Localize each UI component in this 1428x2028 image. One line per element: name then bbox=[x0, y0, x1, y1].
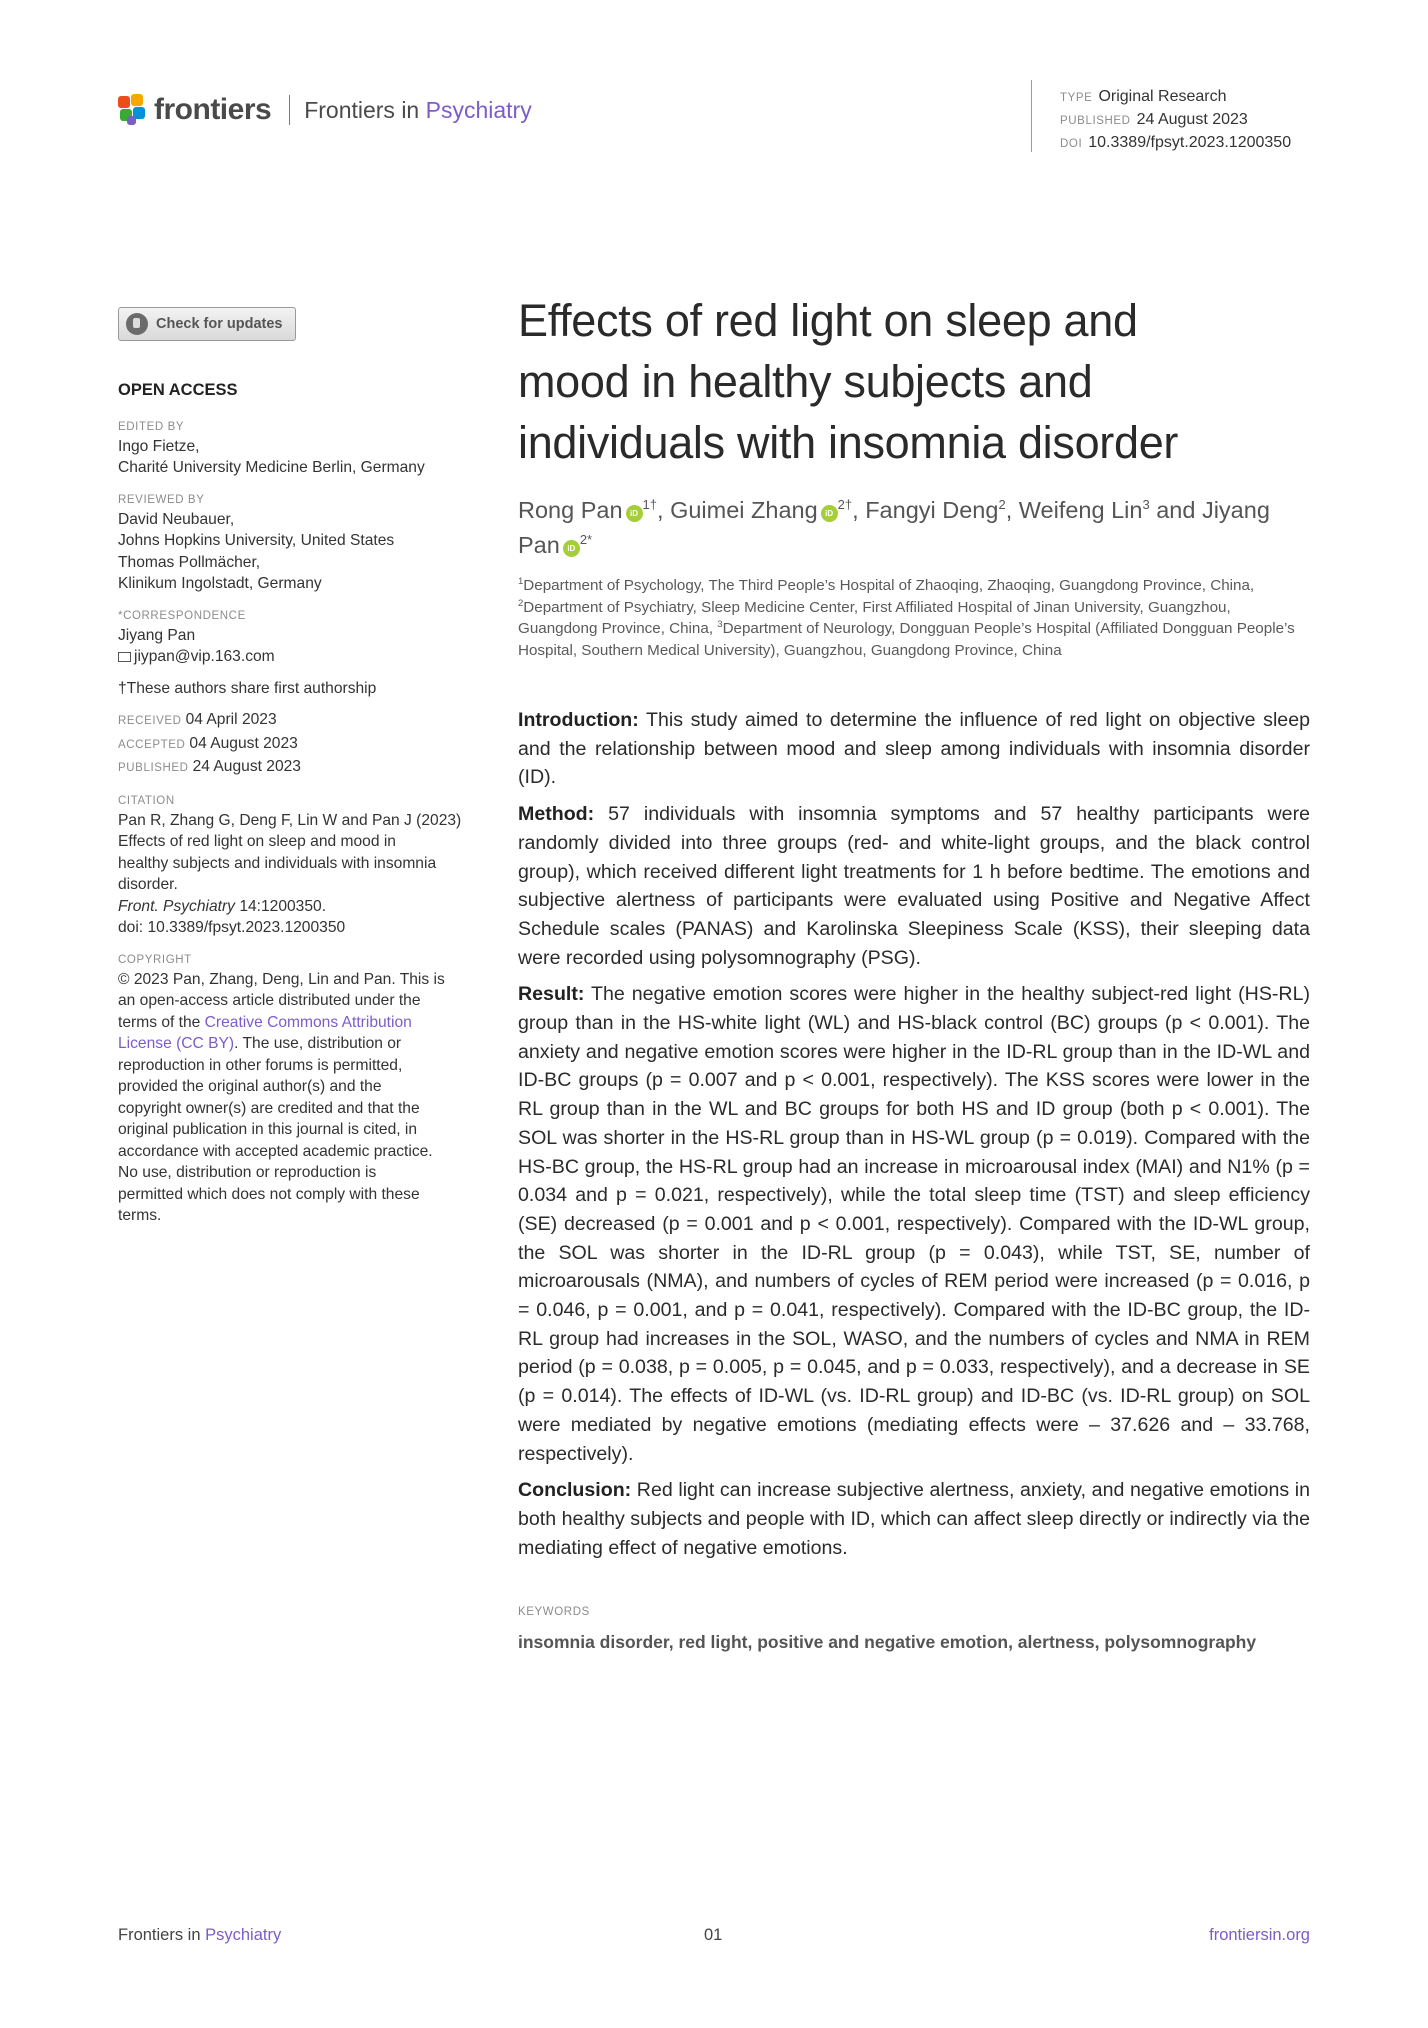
citation-line: Pan R, Zhang G, Deng F, Lin W and Pan J (2023) bbox=[118, 811, 462, 829]
correspondence-email-row bbox=[118, 646, 490, 668]
author-name: Fangyi Deng bbox=[865, 497, 999, 523]
abstract-body: 57 individuals with insomnia symptoms and 57 healthy participants were randomly divided into three groups (red- and white-light groups, and the black control group), which received different light treatments for 1 h before bedtime. The emotions and subjective alertness of participants were evaluated using Positive and Negative Affect Schedule scales (PANAS) and Karolinska Sleepiness Scale (KSS), their sleeping data were recorded using polysomnography (PSG). bbox=[518, 803, 1310, 969]
affiliation-text: Department of Neurology, Dongguan People’s Hospital (Affiliated Dongguan People’s Hospital, Southern Medical University), Guangzhou, Guangdong Province, China bbox=[518, 620, 1295, 659]
mail-icon bbox=[118, 652, 131, 662]
edited-by-label: EDITED BY bbox=[118, 420, 185, 433]
abstract bbox=[518, 706, 1310, 1562]
affiliation-number: 1 bbox=[518, 575, 524, 587]
affiliations bbox=[518, 575, 1310, 661]
copyright-line: original publication in this journal is cited, in bbox=[118, 1121, 418, 1138]
correspondence-label: *CORRESPONDENCE bbox=[118, 609, 246, 622]
citation-doi: doi: 10.3389/fpsyt.2023.1200350 bbox=[118, 919, 346, 936]
cc-by-license-link-2[interactable]: License (CC BY) bbox=[118, 1035, 235, 1052]
citation-label: CITATION bbox=[118, 794, 175, 807]
orcid-icon[interactable]: iD bbox=[626, 505, 643, 522]
meta-value: 24 August 2023 bbox=[1136, 111, 1248, 128]
first-authorship-note: †These authors share first authorship bbox=[118, 679, 377, 697]
meta-key: TYPE bbox=[1060, 92, 1093, 104]
abstract-heading: Method: bbox=[518, 803, 595, 826]
citation-line: Effects of red light on sleep and mood in bbox=[118, 833, 396, 850]
published-row: PUBLISHED 24 August 2023 bbox=[118, 758, 301, 775]
affiliation-text: Department of Psychology, The Third People’s Hospital of Zhaoqing, Zhaoqing, Guangdong Province, China, bbox=[523, 577, 1255, 594]
reviewed-by bbox=[118, 509, 490, 595]
bookmark-icon bbox=[126, 313, 148, 335]
author-separator: and bbox=[1149, 497, 1202, 523]
copyright-line: terms. bbox=[118, 1207, 162, 1224]
reviewer-line: Klinikum Ingolstadt, Germany bbox=[118, 575, 322, 592]
copyright-line: accordance with accepted academic practice. bbox=[118, 1142, 433, 1160]
received-row: RECEIVED 04 April 2023 bbox=[118, 711, 277, 728]
copyright-label: COPYRIGHT bbox=[118, 953, 192, 966]
abstract-section bbox=[518, 1476, 1310, 1562]
abstract-body: Red light can increase subjective alertness, anxiety, and negative emotions in both healthy subjects and people with ID, which can affect sleep directly or indirectly via the mediating effect of negative emotions. bbox=[518, 1479, 1310, 1559]
affiliation-text: Department of Psychiatry, Sleep Medicine Center, First Affiliated Hospital of Jinan University, Guangzhou, Guangdong Province, China, bbox=[518, 598, 1231, 637]
journal-header bbox=[118, 90, 532, 130]
abstract-heading: Conclusion: bbox=[518, 1479, 632, 1502]
abstract-section bbox=[518, 800, 1310, 972]
citation-journal-row: Front. Psychiatry 14:1200350. bbox=[118, 897, 327, 915]
check-for-updates-label: Check for updates bbox=[156, 316, 283, 332]
keywords: insomnia disorder, red light, positive and negative emotion, alertness, polysomnography bbox=[518, 1632, 1257, 1653]
meta-value: 10.3389/fpsyt.2023.1200350 bbox=[1088, 134, 1292, 151]
copyright-line: an open-access article distributed under the bbox=[118, 992, 421, 1009]
copyright-text-cont bbox=[118, 1055, 490, 1227]
meta-key: DOI bbox=[1060, 138, 1083, 150]
article-meta bbox=[1060, 86, 1291, 155]
author-name: Jiyang Pan bbox=[518, 497, 1270, 558]
check-for-updates-button[interactable] bbox=[118, 307, 296, 341]
copyright-line: copyright owner(s) are credited and that the bbox=[118, 1099, 420, 1117]
abstract-heading: Result: bbox=[518, 983, 585, 1006]
author-affiliation-mark: 2† bbox=[837, 497, 853, 513]
copyright-line: No use, distribution or reproduction is bbox=[118, 1164, 377, 1181]
meta-divider bbox=[1031, 80, 1032, 152]
citation-line: healthy subjects and individuals with insomnia bbox=[118, 854, 437, 872]
orcid-icon[interactable]: iD bbox=[821, 505, 838, 522]
frontiers-logo-icon bbox=[118, 94, 148, 126]
author-name: Guimei Zhang bbox=[670, 497, 818, 523]
author-list bbox=[518, 493, 1310, 563]
title-line: mood in healthy subjects and bbox=[518, 356, 1093, 407]
copyright-line: permitted which does not comply with these bbox=[118, 1185, 420, 1203]
accepted-row: ACCEPTED 04 August 2023 bbox=[118, 734, 298, 752]
copyright-text bbox=[118, 969, 490, 1012]
affiliation-number: 2 bbox=[518, 597, 524, 609]
brand-wordmark: frontiers bbox=[154, 93, 272, 126]
author-affiliation-mark: 3 bbox=[1142, 497, 1150, 513]
author-name: Rong Pan bbox=[518, 497, 623, 523]
title-line: Effects of red light on sleep and bbox=[518, 295, 1138, 346]
copyright-line: © 2023 Pan, Zhang, Deng, Lin and Pan. This is bbox=[118, 970, 445, 988]
reviewer-line: David Neubauer, bbox=[118, 510, 235, 528]
edited-by bbox=[118, 436, 490, 479]
author-separator: , bbox=[852, 497, 866, 523]
meta-key: PUBLISHED bbox=[1060, 115, 1131, 127]
sidebar bbox=[118, 380, 490, 1227]
author-affiliation-mark: 2 bbox=[998, 497, 1006, 513]
correspondence-email[interactable]: jiypan@vip.163.com bbox=[134, 648, 275, 665]
title-line: individuals with insomnia disorder bbox=[518, 417, 1179, 468]
header-divider bbox=[289, 95, 290, 125]
copyright-license-row: terms of the Creative Commons Attribution bbox=[118, 1013, 412, 1031]
author-separator: , bbox=[1005, 497, 1019, 523]
meta-row bbox=[1060, 132, 1291, 155]
citation-line: disorder. bbox=[118, 876, 178, 893]
open-access-label: OPEN ACCESS bbox=[118, 381, 238, 399]
meta-row bbox=[1060, 109, 1291, 132]
article-title bbox=[518, 290, 1310, 473]
copyright-license-row-2: License (CC BY). The use, distribution or bbox=[118, 1035, 402, 1052]
cc-by-license-link[interactable]: Creative Commons Attribution bbox=[204, 1013, 412, 1031]
reviewer-line: Thomas Pollmächer, bbox=[118, 553, 261, 571]
reviewer-line: Johns Hopkins University, United States bbox=[118, 532, 395, 549]
copyright-line: provided the original author(s) and the bbox=[118, 1078, 382, 1095]
editor-line: Ingo Fietze, bbox=[118, 437, 200, 455]
footer-site-link[interactable]: frontiersin.org bbox=[1209, 1926, 1310, 1944]
footer-journal: Frontiers in Psychiatry bbox=[118, 1926, 282, 1944]
journal-title: Frontiers in Psychiatry bbox=[304, 96, 532, 123]
author-affiliation-mark: 1† bbox=[642, 497, 657, 513]
editor-line: Charité University Medicine Berlin, Germany bbox=[118, 459, 425, 476]
abstract-heading: Introduction: bbox=[518, 709, 639, 731]
page-number: 01 bbox=[704, 1926, 723, 1944]
copyright-line: reproduction in other forums is permitted, bbox=[118, 1056, 403, 1074]
abstract-section bbox=[518, 980, 1310, 1468]
abstract-section bbox=[518, 706, 1310, 792]
orcid-icon[interactable]: iD bbox=[563, 540, 580, 557]
abstract-body: The negative emotion scores were higher in the healthy subject-red light (HS-RL) group than in the HS-white light (WL) and HS-black control (BC) groups (p < 0.001). The anxiety and negative emotion scores were higher in the ID-RL group than in the ID-WL and ID-BC groups (p = 0.007 and p < 0.001, respectively). The KSS scores were lower in the RL group than in the WL and BC groups for both HS and ID group (both p < 0.001). The SOL was shorter in the HS-RL group than in HS-WL group (p = 0.019). Compared with the HS-BC group, the HS-RL group had an increase in microarousal index (MAI) and N1% (p = 0.034 and p = 0.021, respectively), while the total sleep time (TST) and sleep efficiency (SE) decreased (p = 0.001 and p < 0.001, respectively). Compared with the ID-WL group, the SOL was shorter in the ID-RL group (p = 0.043), while TST, SE, number of microarousals (NMA), and numbers of cycles of REM period were increased (p = 0.016, p = 0.046, p = 0.001, and p = 0.041, respectively). Compared with the ID-BC group, the ID-RL group had increases in the SOL, WASO, and the numbers of cycles and NMA in REM period (p = 0.038, p = 0.005, p = 0.045, and p = 0.033, respectively), and a decrease in SE (p = 0.014). The effects of ID-WL (vs. ID-RL group) and ID-BC (vs. ID-RL group) on SOL were mediated by negative emotions (mediating effects were – 37.626 and – 33.768, respectively). bbox=[518, 983, 1310, 1465]
article-front-matter bbox=[518, 290, 1310, 1653]
correspondence-name: Jiyang Pan bbox=[118, 626, 196, 644]
abstract-body: This study aimed to determine the influence of red light on objective sleep and the relationship between mood and sleep among individuals with insomnia disorder (ID). bbox=[518, 709, 1310, 789]
author-name: Weifeng Lin bbox=[1018, 497, 1143, 523]
citation bbox=[118, 810, 490, 896]
author-separator: , bbox=[657, 497, 671, 523]
meta-row bbox=[1060, 86, 1291, 109]
reviewed-by-label: REVIEWED BY bbox=[118, 493, 205, 506]
affiliation-number: 3 bbox=[717, 618, 723, 630]
author-affiliation-mark: 2* bbox=[579, 532, 593, 548]
keywords-label: KEYWORDS bbox=[518, 1606, 590, 1619]
meta-value: Original Research bbox=[1098, 88, 1227, 105]
